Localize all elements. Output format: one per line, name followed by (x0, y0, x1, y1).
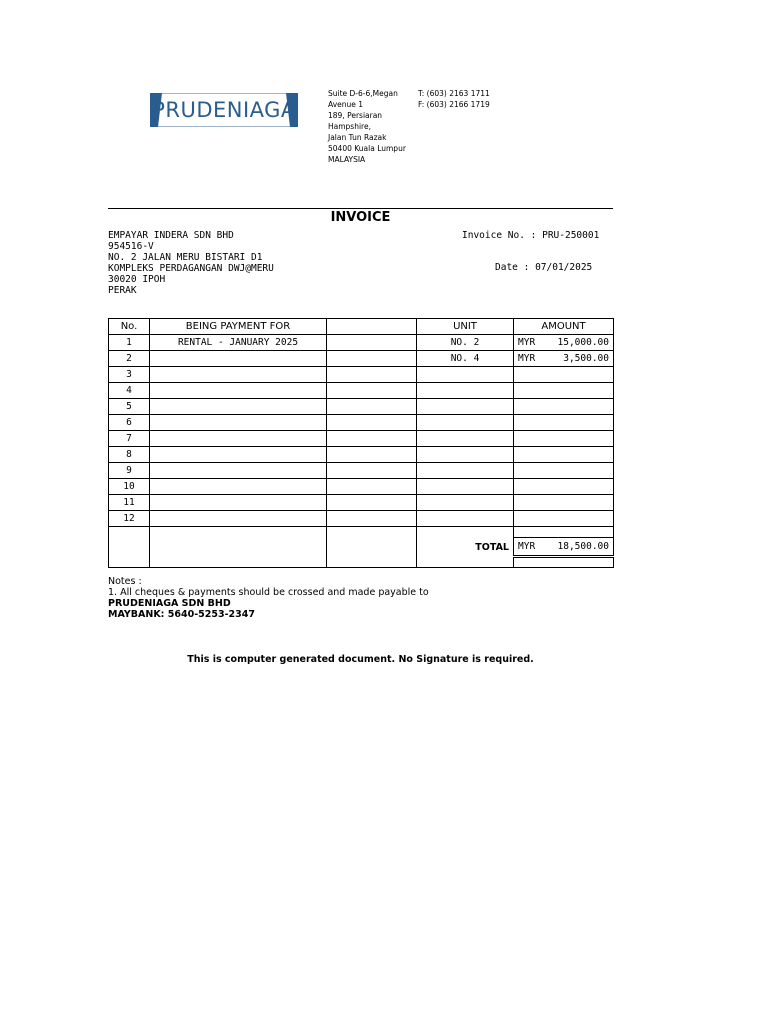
amount-value: 15,000.00 (557, 337, 609, 348)
company-phone: T: (603) 2163 1711 (418, 89, 490, 98)
company-address (328, 88, 414, 165)
cell-amount (514, 415, 614, 431)
cell-amount (514, 431, 614, 447)
total-amount-cell (514, 538, 614, 557)
cell-unit (417, 431, 514, 447)
cell-unit (417, 415, 514, 431)
cell-no: 12 (109, 511, 150, 527)
header-rule (108, 208, 613, 209)
customer-address (108, 230, 408, 296)
cell-no: 9 (109, 463, 150, 479)
total-cell-blank (327, 527, 417, 568)
cell-no: 1 (109, 335, 150, 351)
cell-blank (327, 447, 417, 463)
cell-blank (327, 351, 417, 367)
cell-unit (417, 383, 514, 399)
cell-unit: NO. 4 (417, 351, 514, 367)
customer-line: NO. 2 JALAN MERU BISTARI D1 (108, 252, 263, 263)
invoice-number-value: PRU-250001 (542, 230, 600, 241)
company-fax: F: (603) 2166 1719 (418, 100, 490, 109)
total-spacer (514, 556, 614, 567)
table-row (109, 511, 614, 527)
cell-blank (327, 495, 417, 511)
cell-unit (417, 463, 514, 479)
table-row (109, 399, 614, 415)
cell-no: 4 (109, 383, 150, 399)
notes (108, 576, 528, 620)
total-cell-blank (150, 527, 327, 568)
cell-amount (514, 367, 614, 383)
cell-blank (327, 479, 417, 495)
invoice-title: INVOICE (330, 210, 391, 225)
table-row (109, 335, 614, 351)
cell-desc (150, 511, 327, 527)
table-row (109, 415, 614, 431)
customer-line: 30020 IPOH (108, 274, 166, 285)
notes-heading: Notes : (108, 576, 142, 587)
invoice-number (462, 230, 602, 241)
cell-blank (327, 383, 417, 399)
total-row (109, 527, 614, 538)
cell-no: 8 (109, 447, 150, 463)
cell-amount (514, 495, 614, 511)
amount-currency: MYR (518, 337, 536, 348)
company-logo (148, 93, 300, 127)
col-header-desc: BEING PAYMENT FOR (150, 319, 327, 335)
amount-currency: MYR (518, 353, 536, 364)
invoice-date-label: Date : (495, 262, 530, 273)
cell-unit (417, 479, 514, 495)
address-line: 50400 Kuala Lumpur (328, 144, 406, 153)
cell-no: 5 (109, 399, 150, 415)
cell-blank (327, 463, 417, 479)
invoice-table (108, 318, 614, 568)
table-row (109, 463, 614, 479)
cell-amount (514, 335, 614, 351)
cell-no: 2 (109, 351, 150, 367)
address-line: MALAYSIA (328, 155, 366, 164)
cell-amount (514, 383, 614, 399)
cell-desc (150, 383, 327, 399)
customer-line: 954516-V (108, 241, 154, 252)
total-amount: 18,500.00 (557, 540, 609, 552)
table-row (109, 479, 614, 495)
total-cell-blank (109, 527, 150, 568)
invoice-number-label: Invoice No. : (462, 230, 537, 241)
col-header-blank (327, 319, 417, 335)
cell-blank (327, 367, 417, 383)
footer-note: This is computer generated document. No Signature is required. (187, 654, 534, 665)
company-contact (418, 88, 508, 110)
bank-account: MAYBANK: 5640-5253-2347 (108, 609, 255, 620)
customer-line: KOMPLEKS PERDAGANGAN DWJ@MERU (108, 263, 274, 274)
cell-unit (417, 367, 514, 383)
cell-unit (417, 511, 514, 527)
total-currency: MYR (518, 540, 536, 552)
cell-desc (150, 463, 327, 479)
cell-desc (150, 447, 327, 463)
table-row (109, 351, 614, 367)
cell-blank (327, 415, 417, 431)
cell-blank (327, 335, 417, 351)
cell-desc (150, 367, 327, 383)
cell-no: 7 (109, 431, 150, 447)
cell-desc (150, 479, 327, 495)
table-row (109, 447, 614, 463)
cell-unit (417, 447, 514, 463)
notes-line: 1. All cheques & payments should be crossed and made payable to (108, 587, 429, 598)
table-header-row (109, 319, 614, 335)
amount-value: 3,500.00 (563, 353, 609, 364)
cell-blank (327, 399, 417, 415)
col-header-unit: UNIT (417, 319, 514, 335)
cell-amount (514, 399, 614, 415)
cell-no: 3 (109, 367, 150, 383)
total-spacer (514, 527, 614, 538)
customer-line: EMPAYAR INDERA SDN BHD (108, 230, 234, 241)
address-line: Jalan Tun Razak (328, 133, 387, 142)
invoice-date (495, 262, 605, 273)
cell-desc (150, 399, 327, 415)
cell-unit (417, 495, 514, 511)
table-row (109, 431, 614, 447)
cell-no: 6 (109, 415, 150, 431)
address-line: Hampshire, (328, 122, 371, 131)
cell-blank (327, 431, 417, 447)
address-line: 189, Persiaran (328, 111, 383, 120)
address-line: Avenue 1 (328, 100, 364, 109)
cell-desc (150, 495, 327, 511)
cell-no: 11 (109, 495, 150, 511)
address-line: Suite D-6-6,Megan (328, 89, 398, 98)
payee-name: PRUDENIAGA SDN BHD (108, 598, 231, 609)
cell-unit (417, 399, 514, 415)
cell-unit: NO. 2 (417, 335, 514, 351)
cell-amount (514, 463, 614, 479)
cell-amount (514, 511, 614, 527)
cell-amount (514, 479, 614, 495)
cell-desc (150, 351, 327, 367)
cell-amount (514, 351, 614, 367)
cell-no: 10 (109, 479, 150, 495)
col-header-no: No. (109, 319, 150, 335)
table-row (109, 383, 614, 399)
table-row (109, 495, 614, 511)
table-row (109, 367, 614, 383)
col-header-amount: AMOUNT (514, 319, 614, 335)
cell-amount (514, 447, 614, 463)
invoice-date-value: 07/01/2025 (535, 262, 593, 273)
total-label: TOTAL (417, 527, 514, 568)
cell-desc (150, 415, 327, 431)
cell-desc: RENTAL - JANUARY 2025 (150, 335, 327, 351)
cell-desc (150, 431, 327, 447)
cell-blank (327, 511, 417, 527)
logo-text: PRUDENIAGA (152, 98, 296, 122)
customer-line: PERAK (108, 285, 137, 296)
